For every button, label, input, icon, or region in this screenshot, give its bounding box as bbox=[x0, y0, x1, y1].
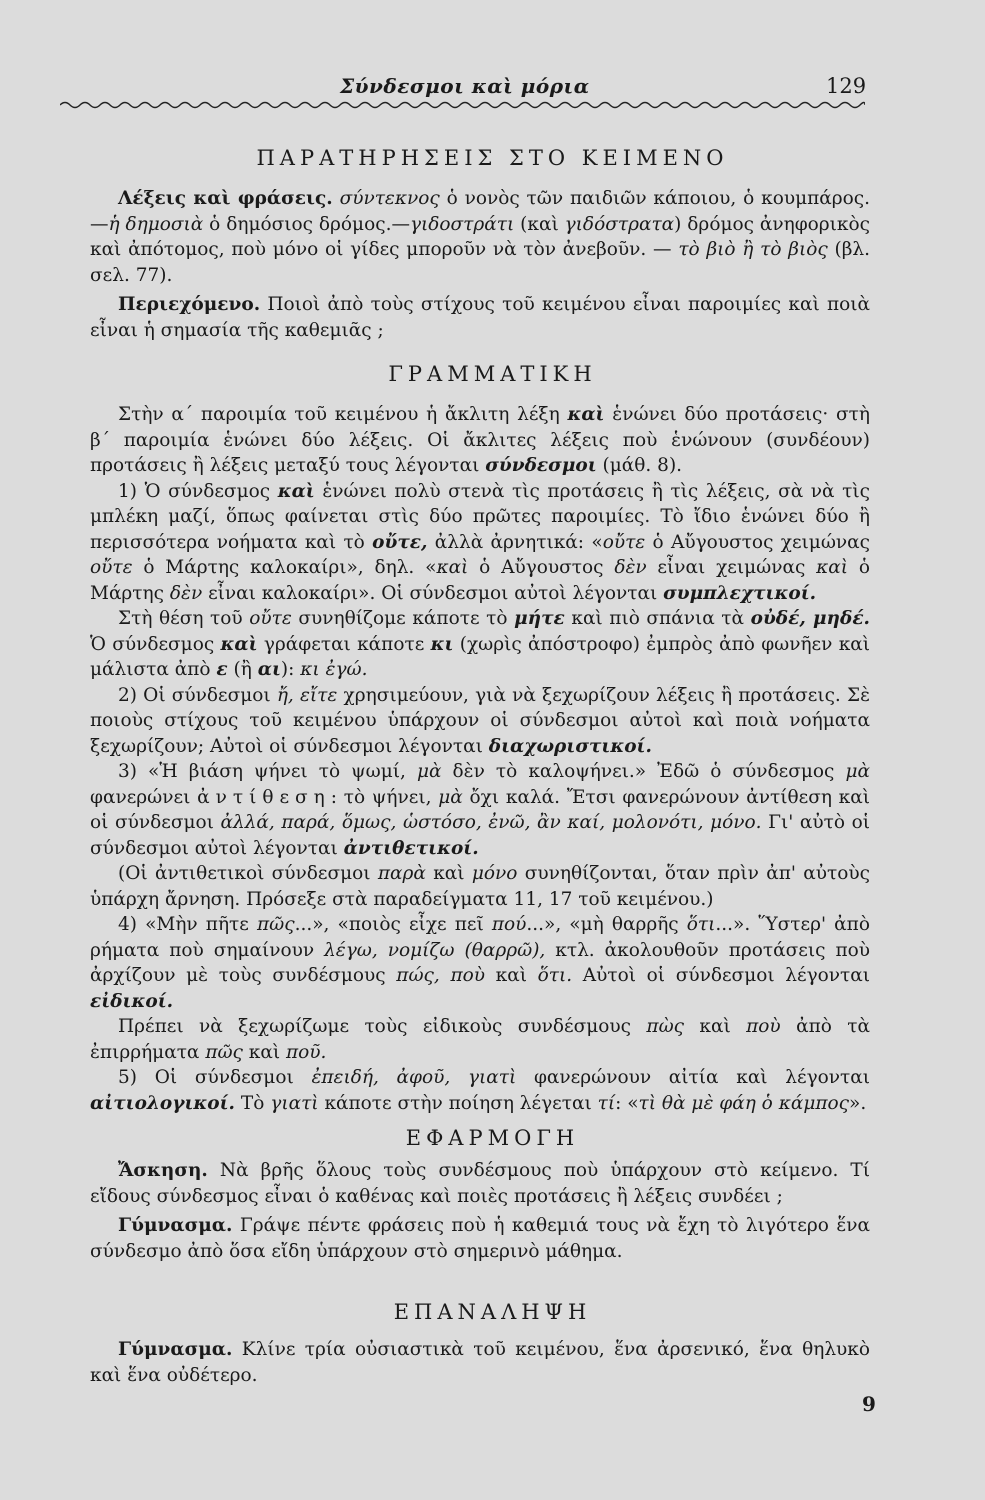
grammar-point-2: 2) Οἱ σύνδεσμοι ἤ, εἴτε χρησιμεύουν, γιὰ νὰ ξεχωρίζουν λέξεις ἢ προτάσεις. Σὲ ποιοὺς στίχους τοῦ κειμένου ὑπάρχουν οἱ σύνδεσμοι αὐτοὶ καὶ ποιὰ νοήματα ξεχωρίζουν; Αὐτοὶ οἱ σύνδεσμοι λέγονται διαχωριστικοί. bbox=[90, 684, 870, 757]
running-header-title: Σύνδεσμοι καὶ μόρια bbox=[340, 74, 590, 98]
content-label: Περιεχόμενο. bbox=[118, 294, 261, 315]
grammar-point-3-note: (Οἱ ἀντιθετικοὶ σύνδεσμοι παρὰ καὶ μόνο συνηθίζονται, ὅταν πρὶν ἀπ' αὐτοὺς ὑπάρχη ἄρνηση. Πρόσεξε στὰ παραδείγματα 11, 17 τοῦ κειμένου.) bbox=[90, 863, 870, 910]
page-number: 129 bbox=[826, 74, 867, 98]
practice-label-2: Γύμνασμα. bbox=[118, 1339, 233, 1360]
grammar-point-5: 5) Οἱ σύνδεσμοι ἐπειδή, ἀφοῦ, γιατὶ φανερώνουν αἰτία καὶ λέγονται αἰτιολογικοί. Τὸ γιατὶ κάποτε στὴν ποίηση λέγεται τί: «τὶ θὰ μὲ φάη ὁ κάμπος». bbox=[90, 1067, 871, 1114]
words-phrases-paragraph: Λέξεις καὶ φράσεις. σύντεκνος ὁ νονὸς τῶν παιδιῶν κάποιου, ὁ κουμπάρος.—ἡ δημοσιὰ ὁ δημόσιος δρόμος.—γιδοστράτι (καὶ γιδόστρατα) δρόμος ἀνηφορικὸς καὶ ἀπότομος, ποὺ μόνο οἱ γίδες μποροῦν νὰ τὸν ἀνεβοῦν. — τὸ βιὸ ἢ τὸ βιὸς (βλ. σελ. 77). bbox=[90, 188, 871, 286]
application-block bbox=[90, 1158, 870, 1264]
grammar-point-1-note: Στὴ θέση τοῦ οὔτε συνηθίζομε κάποτε τὸ μήτε καὶ πιὸ σπάνια τὰ οὐδέ, μηδέ. Ὁ σύνδεσμος καὶ γράφεται κάποτε κι (χωρὶς ἀπόστροφο) ἐμπρὸς ἀπὸ φωνῆεν καὶ μάλιστα ἀπὸ ε (ἢ αι): κι ἐγώ. bbox=[90, 608, 871, 680]
section-heading-review: ΕΠΑΝΑΛΗΨΗ bbox=[393, 1300, 592, 1324]
grammar-point-4-note: Πρέπει νὰ ξεχωρίζωμε τοὺς εἰδικοὺς συνδέσμους πὼς καὶ ποὺ ἀπὸ τὰ ἐπιρρήματα πῶς καὶ ποῦ. bbox=[90, 1016, 870, 1063]
grammar-point-4: 4) «Μὴν πῆτε πῶς...», «ποιὸς εἶχε πεῖ πού...», «μὴ θαρρῆς ὅτι...». Ὕστερ' ἀπὸ ρήματα ποὺ σημαίνουν λέγω, νομίζω (θαρρῶ), κτλ. ἀκολουθοῦν προτάσεις ποὺ ἀρχίζουν μὲ τοὺς συνδέσμους πώς, ποὺ καὶ ὅτι. Αὐτοὶ οἱ σύνδεσμοι λέγονται εἰδικοί. bbox=[90, 914, 870, 1012]
grammar-point-1: 1) Ὁ σύνδεσμος καὶ ἑνώνει πολὺ στενὰ τὶς προτάσεις ἢ τὶς λέξεις, σὰ νὰ τὶς μπλέκη μαζί, ὅπως φαίνεται στὶς δύο πρῶτες παροιμίες. Τὸ ἴδιο ἑνώνει δύο ἢ περισσότερα νοήματα καὶ τὸ οὔτε, ἀλλὰ ἀρνητικά: «οὔτε ὁ Αὔγουστος χειμώνας οὔτε ὁ Μάρτης καλοκαίρι», δηλ. «καὶ ὁ Αὔγουστος δὲν εἶναι χειμώνας καὶ ὁ Μάρτης δὲν εἶναι καλοκαίρι». Οἱ σύνδεσμοι αὐτοὶ λέγονται συμπλεχτικοί. bbox=[90, 480, 871, 604]
practice-label-1: Γύμνασμα. bbox=[118, 1215, 233, 1236]
section-heading-observations: ΠΑΡΑΤΗΡΗΣΕΙΣ ΣΤΟ ΚΕΙΜΕΝΟ bbox=[256, 146, 729, 170]
review-block bbox=[90, 1337, 870, 1388]
practice-paragraph-2: Γύμνασμα. Κλίνε τρία οὐσιαστικὰ τοῦ κειμένου, ἕνα ἀρσενικό, ἕνα θηλυκὸ καὶ ἕνα οὐδέτερο. bbox=[90, 1339, 870, 1386]
exercise-paragraph: Ἄσκηση. Νὰ βρῆς ὅλους τοὺς συνδέσμους ποὺ ὑπάρχουν στὸ κείμενο. Τί εἴδους σύνδεσμος εἶναι ὁ καθένας καὶ ποιὲς προτάσεις ἢ λέξεις συνδέει ; bbox=[90, 1160, 870, 1207]
observations-block bbox=[90, 186, 870, 343]
wavy-header-rule bbox=[60, 100, 865, 110]
content-paragraph: Περιεχόμενο. Ποιοὶ ἀπὸ τοὺς στίχους τοῦ κειμένου εἶναι παροιμίες καὶ ποιὰ εἶναι ἡ σημασία τῆς καθεμιᾶς ; bbox=[90, 294, 870, 341]
exercise-label: Ἄσκηση. bbox=[118, 1160, 208, 1181]
words-phrases-label: Λέξεις καὶ φράσεις. bbox=[118, 188, 333, 209]
section-heading-application: ΕΦΑΡΜΟΓΗ bbox=[405, 1126, 580, 1150]
grammar-block bbox=[90, 402, 870, 1116]
signature-number: 9 bbox=[862, 1392, 876, 1416]
practice-paragraph-1: Γύμνασμα. Γράψε πέντε φράσεις ποὺ ἡ καθεμιά τους νὰ ἔχη τὸ λιγότερο ἕνα σύνδεσμο ἀπὸ ὅσα εἴδη ὑπάρχουν στὸ σημερινὸ μάθημα. bbox=[90, 1215, 870, 1262]
grammar-point-3: 3) «Ἡ βιάση ψήνει τὸ ψωμί, μὰ δὲν τὸ καλοψήνει.» Ἐδῶ ὁ σύνδεσμος μὰ φανερώνει ἀντίθεση: τὸ ψήνει, μὰ ὄχι καλά. Ἔτσι φανερώνουν ἀντίθεση καὶ οἱ σύνδεσμοι ἀλλά, παρά, ὅμως, ὡστόσο, ἐνῶ, ἂν καί, μολονότι, μόνο. Γι' αὐτὸ οἱ σύνδεσμοι αὐτοὶ λέγονται ἀντιθετικοί. bbox=[90, 761, 870, 859]
section-heading-grammar: ΓΡΑΜΜΑΤΙΚΗ bbox=[388, 362, 597, 386]
grammar-intro-paragraph: Στὴν α΄ παροιμία τοῦ κειμένου ἡ ἄκλιτη λέξη καὶ ἑνώνει δύο προτάσεις· στὴ β΄ παροιμία ἑνώνει δύο λέξεις. Οἱ ἄκλιτες λέξεις ποὺ ἑνώνουν (συνδέουν) προτάσεις ἢ λέξεις μεταξύ τους λέγονται σύνδεσμοι (μάθ. 8). bbox=[90, 404, 870, 476]
